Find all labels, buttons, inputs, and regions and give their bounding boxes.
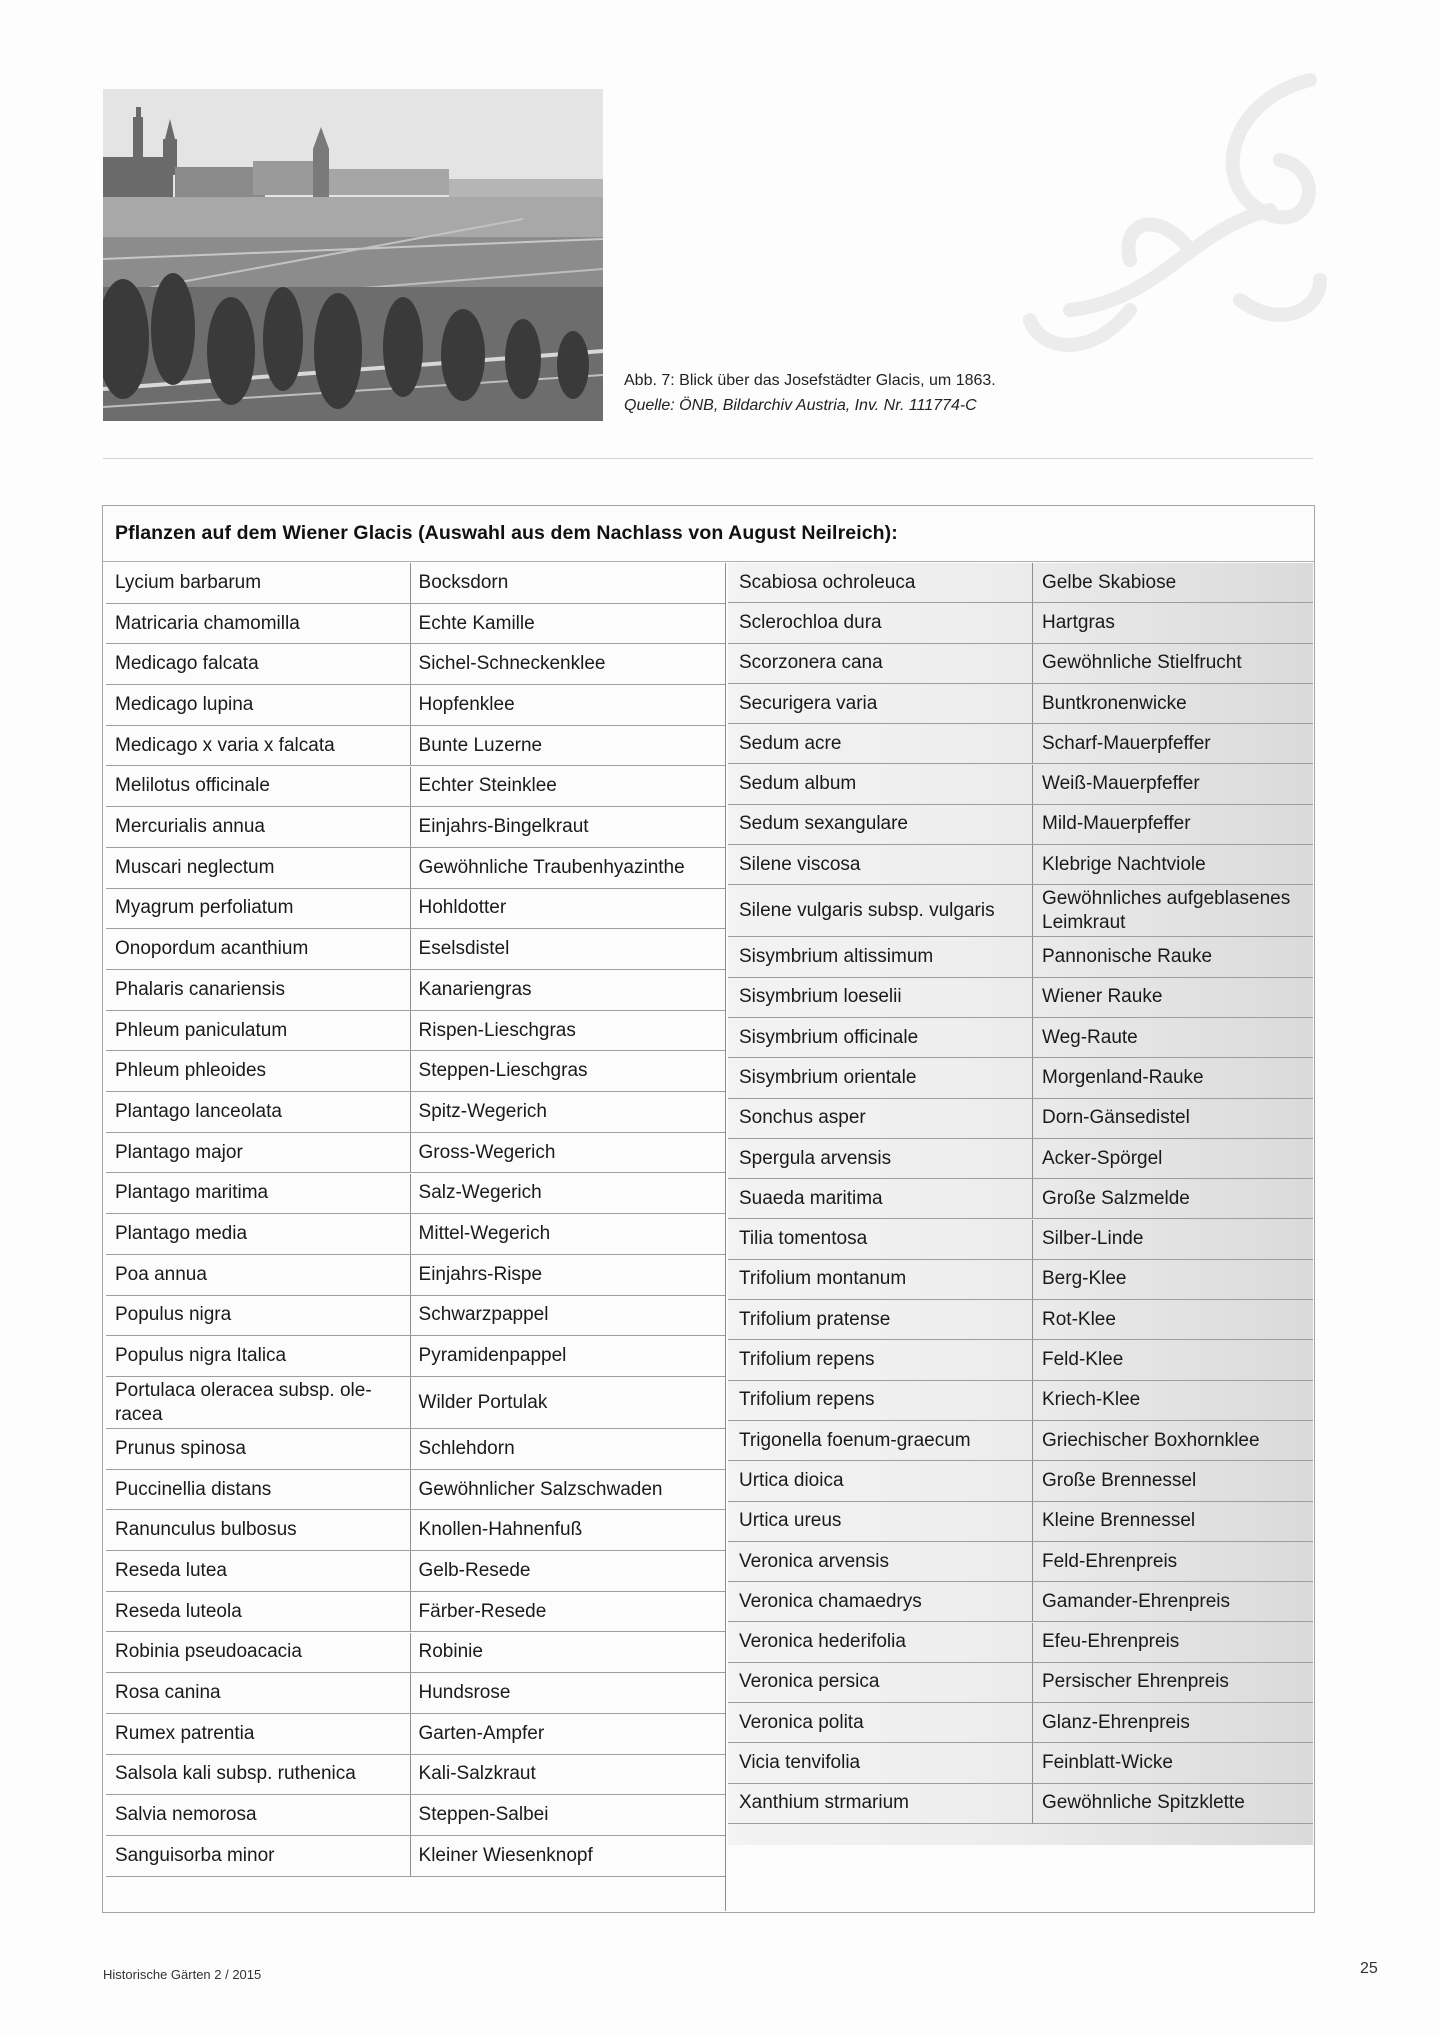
table-left-panel: [106, 563, 726, 1911]
botanical-name: Plantago major: [106, 1133, 411, 1173]
table-row: [106, 848, 725, 889]
botanical-name: Onopordum acanthium: [106, 929, 411, 969]
botanical-name: Xanthium strmarium: [728, 1784, 1033, 1823]
common-name: Kriech-Klee: [1042, 1389, 1141, 1411]
common-name: Garten-Ampfer: [418, 1722, 545, 1744]
botanical-name: Salsola kali subsp. ruthenica: [106, 1755, 411, 1795]
common-name: Feld-Klee: [1042, 1349, 1124, 1371]
table-row: [728, 1542, 1313, 1582]
table-row: [106, 1510, 725, 1551]
table-right-panel: [728, 563, 1313, 1845]
page-number: 25: [1360, 1960, 1378, 1977]
table-row: [106, 1174, 725, 1215]
table-row: [728, 1663, 1313, 1703]
botanical-name: Robinia pseudoacacia: [106, 1633, 411, 1673]
botanical-name: Veronica hederifolia: [728, 1623, 1033, 1662]
common-name: Feinblatt-Wicke: [1042, 1752, 1173, 1774]
table-row: [106, 889, 725, 930]
botanical-name: Populus nigra: [106, 1296, 411, 1336]
common-name: Pyramidenpappel: [418, 1345, 567, 1367]
decorative-ornament: [1010, 60, 1340, 380]
common-name: Efeu-Ehrenpreis: [1042, 1631, 1180, 1653]
botanical-name: Rumex patrentia: [106, 1714, 411, 1754]
botanical-name: Trifolium repens: [728, 1381, 1033, 1420]
table-row: [106, 1551, 725, 1592]
botanical-name: Trifolium montanum: [728, 1260, 1033, 1299]
table-row: [728, 1179, 1313, 1219]
figure-caption: [624, 368, 996, 418]
table-row: [728, 1421, 1313, 1461]
botanical-name: Urtica ureus: [728, 1502, 1033, 1541]
common-name: Mittel-Wegerich: [418, 1223, 551, 1245]
botanical-name: Puccinellia distans: [106, 1470, 411, 1510]
table-row: [728, 1582, 1313, 1622]
table-row: [728, 1502, 1313, 1542]
common-name: Kleine Brennessel: [1042, 1510, 1196, 1532]
table-row: [106, 685, 725, 726]
botanical-name: Trifolium repens: [728, 1340, 1033, 1379]
botanical-name: Plantago maritima: [106, 1174, 411, 1214]
botanical-name: Populus nigra Italica: [106, 1336, 411, 1376]
common-name: Pannonische Rauke: [1042, 946, 1213, 968]
title-divider: [103, 561, 1314, 562]
table-row: [728, 1340, 1313, 1380]
botanical-name: Sisymbrium officinale: [728, 1018, 1033, 1057]
common-name: Gewöhnliche Spitzklette: [1042, 1792, 1245, 1814]
botanical-name: Phleum phleoides: [106, 1051, 411, 1091]
table-row: [728, 1623, 1313, 1663]
botanical-name: Silene vulgaris subsp. vulgaris: [728, 885, 1033, 936]
common-name: Salz-Wegerich: [418, 1182, 542, 1204]
common-name: Gross-Wegerich: [418, 1141, 556, 1163]
botanical-name: Medicago falcata: [106, 644, 411, 684]
table-row: [728, 563, 1313, 603]
botanical-name: Veronica persica: [728, 1663, 1033, 1702]
common-name: Persischer Ehrenpreis: [1042, 1671, 1229, 1693]
table-row: [106, 1051, 725, 1092]
botanical-name: Spergula arvensis: [728, 1139, 1033, 1178]
botanical-name: Mercurialis annua: [106, 807, 411, 847]
common-name: Berg-Klee: [1042, 1268, 1127, 1290]
botanical-name: Scorzonera cana: [728, 644, 1033, 683]
table-row: [106, 1836, 725, 1877]
botanical-name: Poa annua: [106, 1255, 411, 1295]
common-name: Echter Steinklee: [418, 775, 557, 797]
table-row: [728, 1139, 1313, 1179]
caption-source: Quelle: ÖNB, Bildarchiv Austria, Inv. Nr. 111774-C: [624, 397, 977, 414]
botanical-name: Sanguisorba minor: [106, 1836, 411, 1876]
table-row: [728, 1743, 1313, 1783]
table-row: [728, 644, 1313, 684]
common-name: Echte Kamille: [418, 612, 535, 634]
table-row: [106, 1795, 725, 1836]
botanical-name: Suaeda maritima: [728, 1179, 1033, 1218]
table-row: [728, 1461, 1313, 1501]
botanical-name: Sonchus asper: [728, 1099, 1033, 1138]
common-name: Steppen-Salbei: [418, 1804, 549, 1826]
botanical-name: Securigera varia: [728, 684, 1033, 723]
common-name: Rispen-Lieschgras: [418, 1019, 576, 1041]
common-name: Steppen-Lieschgras: [418, 1060, 588, 1082]
botanical-name: Portulaca oleracea subsp. ole-racea: [106, 1377, 411, 1428]
common-name: Hohldotter: [418, 897, 507, 919]
common-name: Große Salzmelde: [1042, 1187, 1190, 1209]
common-name: Gelb-Resede: [418, 1559, 531, 1581]
botanical-name: Lycium barbarum: [106, 563, 411, 603]
table-row: [728, 805, 1313, 845]
table-row: [728, 978, 1313, 1018]
common-name: Gamander-Ehrenpreis: [1042, 1590, 1230, 1612]
table-row: [728, 845, 1313, 885]
journal-footer: Historische Gärten 2 / 2015: [103, 1967, 262, 1982]
table-row: [106, 1429, 725, 1470]
common-name: Schwarzpappel: [418, 1304, 549, 1326]
botanical-name: Veronica chamaedrys: [728, 1582, 1033, 1621]
table-row: [728, 1220, 1313, 1260]
common-name: Weiß-Mauerpfeffer: [1042, 773, 1200, 795]
plant-table: [102, 505, 1315, 1913]
table-row: [106, 970, 725, 1011]
botanical-name: Rosa canina: [106, 1673, 411, 1713]
botanical-name: Sedum sexangulare: [728, 805, 1033, 844]
common-name: Sichel-Schneckenklee: [418, 653, 606, 675]
common-name: Rot-Klee: [1042, 1308, 1116, 1330]
table-row: [728, 1260, 1313, 1300]
botanical-name: Phleum paniculatum: [106, 1011, 411, 1051]
common-name: Kali-Salzkraut: [418, 1763, 536, 1785]
botanical-name: Melilotus officinale: [106, 767, 411, 807]
table-row: [728, 1784, 1313, 1824]
caption-title: Abb. 7: Blick über das Josefstädter Glacis, um 1863.: [624, 372, 996, 389]
table-row: [106, 807, 725, 848]
botanical-name: Ranunculus bulbosus: [106, 1510, 411, 1550]
botanical-name: Tilia tomentosa: [728, 1220, 1033, 1259]
botanical-name: Veronica polita: [728, 1703, 1033, 1742]
common-name: Kleiner Wiesenknopf: [418, 1844, 593, 1866]
table-row: [106, 1633, 725, 1674]
botanical-name: Trigonella foenum-graecum: [728, 1421, 1033, 1460]
historic-photo: [103, 89, 603, 421]
botanical-name: Medicago x varia x falcata: [106, 726, 411, 766]
botanical-name: Matricaria chamomilla: [106, 604, 411, 644]
common-name: Wiener Rauke: [1042, 986, 1163, 1008]
botanical-name: Medicago lupina: [106, 685, 411, 725]
table-row: [728, 885, 1313, 937]
botanical-name: Vicia tenvifolia: [728, 1743, 1033, 1782]
common-name: Morgenland-Rauke: [1042, 1066, 1204, 1088]
table-row: [106, 1336, 725, 1377]
common-name: Eselsdistel: [418, 938, 510, 960]
botanical-name: Sedum album: [728, 765, 1033, 804]
botanical-name: Urtica dioica: [728, 1461, 1033, 1500]
table-row: [106, 1470, 725, 1511]
botanical-name: Prunus spinosa: [106, 1429, 411, 1469]
common-name: Scharf-Mauerpfeffer: [1042, 732, 1211, 754]
common-name: Robinie: [418, 1641, 483, 1663]
table-row: [106, 1296, 725, 1337]
common-name: Dorn-Gänsedistel: [1042, 1107, 1190, 1129]
botanical-name: Silene viscosa: [728, 845, 1033, 884]
common-name: Spitz-Wegerich: [418, 1100, 547, 1122]
common-name: Gewöhnliche Traubenhyazinthe: [418, 856, 685, 878]
common-name: Feld-Ehrenpreis: [1042, 1550, 1178, 1572]
table-row: [728, 1018, 1313, 1058]
table-row: [106, 1133, 725, 1174]
common-name: Acker-Spörgel: [1042, 1147, 1163, 1169]
botanical-name: Sedum acre: [728, 724, 1033, 763]
table-row: [106, 563, 725, 604]
common-name: Mild-Mauerpfeffer: [1042, 813, 1191, 835]
botanical-name: Salvia nemorosa: [106, 1795, 411, 1835]
common-name: Buntkronenwicke: [1042, 692, 1187, 714]
common-name: Kanariengras: [418, 978, 532, 1000]
table-row: [106, 929, 725, 970]
table-row: [106, 1214, 725, 1255]
table-row: [728, 1058, 1313, 1098]
common-name: Hartgras: [1042, 611, 1115, 633]
table-row: [728, 603, 1313, 643]
table-row: [106, 1092, 725, 1133]
table-row: [106, 1255, 725, 1296]
common-name: Klebrige Nachtviole: [1042, 853, 1206, 875]
botanical-name: Trifolium pratense: [728, 1300, 1033, 1339]
botanical-name: Sclerochloa dura: [728, 603, 1033, 642]
table-title: Pflanzen auf dem Wiener Glacis (Auswahl aus dem Nachlass von August Neilreich):: [115, 522, 898, 544]
common-name: Färber-Resede: [418, 1600, 547, 1622]
section-divider: [103, 458, 1313, 459]
table-row: [106, 1592, 725, 1633]
common-name: Silber-Linde: [1042, 1228, 1144, 1250]
table-row: [106, 644, 725, 685]
botanical-name: Sisymbrium orientale: [728, 1058, 1033, 1097]
common-name: Gewöhnliches aufgeblasenes Leimkraut: [1042, 887, 1291, 933]
table-row: [106, 726, 725, 767]
table-row: [106, 1755, 725, 1796]
table-row: [728, 937, 1313, 977]
botanical-name: Reseda luteola: [106, 1592, 411, 1632]
table-row: [106, 767, 725, 808]
botanical-name: Plantago lanceolata: [106, 1092, 411, 1132]
common-name: Griechischer Boxhornklee: [1042, 1429, 1260, 1451]
table-row: [106, 604, 725, 645]
botanical-name: Reseda lutea: [106, 1551, 411, 1591]
table-row: [728, 684, 1313, 724]
table-row: [728, 724, 1313, 764]
common-name: Hundsrose: [418, 1682, 511, 1704]
table-row: [728, 1099, 1313, 1139]
table-row: [728, 1300, 1313, 1340]
botanical-name: Veronica arvensis: [728, 1542, 1033, 1581]
common-name: Gelbe Skabiose: [1042, 571, 1177, 593]
table-row: [106, 1377, 725, 1429]
table-row: [106, 1011, 725, 1052]
common-name: Weg-Raute: [1042, 1026, 1138, 1048]
botanical-name: Muscari neglectum: [106, 848, 411, 888]
table-row: [728, 1381, 1313, 1421]
common-name: Einjahrs-Bingelkraut: [418, 816, 589, 838]
common-name: Gewöhnlicher Salzschwaden: [418, 1478, 663, 1500]
common-name: Große Brennessel: [1042, 1469, 1197, 1491]
table-row: [728, 765, 1313, 805]
botanical-name: Sisymbrium altissimum: [728, 937, 1033, 976]
botanical-name: Phalaris canariensis: [106, 970, 411, 1010]
botanical-name: Plantago media: [106, 1214, 411, 1254]
common-name: Schlehdorn: [418, 1437, 515, 1459]
table-row: [106, 1714, 725, 1755]
common-name: Wilder Portulak: [418, 1391, 548, 1413]
common-name: Hopfenklee: [418, 693, 515, 715]
common-name: Bunte Luzerne: [418, 734, 543, 756]
common-name: Gewöhnliche Stielfrucht: [1042, 652, 1242, 674]
common-name: Einjahrs-Rispe: [418, 1263, 543, 1285]
common-name: Glanz-Ehrenpreis: [1042, 1711, 1190, 1733]
table-row: [728, 1703, 1313, 1743]
table-row: [106, 1673, 725, 1714]
botanical-name: Scabiosa ochroleuca: [728, 563, 1033, 602]
botanical-name: Myagrum perfoliatum: [106, 889, 411, 929]
common-name: Bocksdorn: [418, 571, 509, 593]
common-name: Knollen-Hahnenfuß: [418, 1519, 583, 1541]
botanical-name: Sisymbrium loeselii: [728, 978, 1033, 1017]
